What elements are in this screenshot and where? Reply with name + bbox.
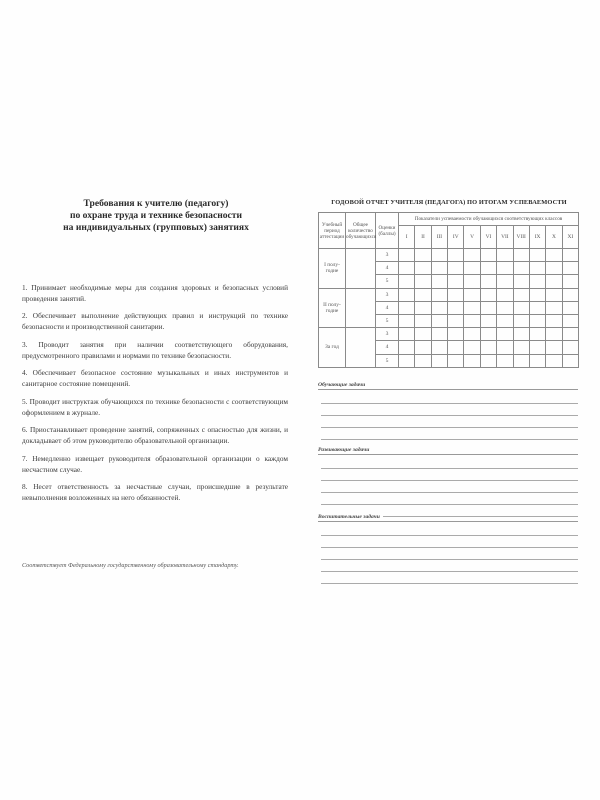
- indicator-cell[interactable]: [431, 328, 447, 341]
- indicator-cell[interactable]: [399, 275, 415, 288]
- write-line[interactable]: [321, 548, 578, 560]
- task-heading: [318, 514, 578, 524]
- indicator-cell[interactable]: [562, 328, 578, 341]
- task-label: Развивающие задачи: [318, 447, 372, 453]
- indicator-cell[interactable]: [497, 275, 513, 288]
- title-line: Требования к учителю (педагогу): [83, 198, 229, 209]
- rule-item: 8. Несет ответственность за несчастные случаи, происшедшие в результате невыполнения возложенных на него обязанностей.: [22, 482, 288, 502]
- indicator-cell[interactable]: [497, 328, 513, 341]
- indicator-cell[interactable]: [415, 301, 431, 314]
- total-students-cell[interactable]: [346, 288, 376, 328]
- indicator-cell[interactable]: [546, 288, 562, 301]
- indicator-cell[interactable]: [415, 275, 431, 288]
- indicator-cell[interactable]: [497, 314, 513, 327]
- indicator-cell[interactable]: [448, 288, 464, 301]
- class-header: X: [546, 226, 562, 249]
- write-line[interactable]: [321, 493, 578, 505]
- indicator-cell[interactable]: [399, 354, 415, 367]
- indicator-cell[interactable]: [415, 288, 431, 301]
- grade-cell: 4: [376, 341, 399, 354]
- table-row: [319, 249, 579, 262]
- class-header: IV: [448, 226, 464, 249]
- task-label: Обучающие задачи: [318, 382, 368, 388]
- indicator-cell[interactable]: [399, 314, 415, 327]
- indicator-cell[interactable]: [399, 301, 415, 314]
- indicator-cell[interactable]: [513, 354, 529, 367]
- rule-item: 6. Приостанавливает проведение занятий, сопряженных с опасностью для жизни, и докладывает об этом руководителю образовательной организации.: [22, 425, 288, 446]
- total-students-cell[interactable]: [346, 249, 376, 289]
- indicator-cell[interactable]: [497, 262, 513, 275]
- indicator-cell[interactable]: [513, 314, 529, 327]
- indicator-cell[interactable]: [415, 314, 431, 327]
- indicator-cell[interactable]: [415, 341, 431, 354]
- indicator-cell[interactable]: [529, 354, 545, 367]
- indicator-cell[interactable]: [562, 288, 578, 301]
- write-line[interactable]: [321, 392, 578, 404]
- write-line[interactable]: [318, 389, 578, 390]
- grade-cell: 3: [376, 288, 399, 301]
- indicator-cell[interactable]: [464, 301, 480, 314]
- standard-compliance-note: Соответствует Федеральному государственному образовательному стандарту.: [22, 562, 239, 569]
- indicator-cell[interactable]: [497, 249, 513, 262]
- performance-table: [318, 212, 579, 368]
- indicator-cell[interactable]: [562, 314, 578, 327]
- grade-cell: 4: [376, 301, 399, 314]
- indicator-cell[interactable]: [546, 341, 562, 354]
- header-total-students: Общее количество обучающихся: [346, 213, 376, 249]
- title-line: на индивидуальных (групповых) занятиях: [63, 222, 249, 233]
- write-line[interactable]: [321, 457, 578, 469]
- indicator-cell[interactable]: [562, 262, 578, 275]
- period-cell: II полу-годие: [319, 288, 346, 328]
- indicator-cell[interactable]: [562, 301, 578, 314]
- header-period: Учебный период аттестации: [319, 213, 346, 249]
- indicator-cell[interactable]: [480, 301, 496, 314]
- write-line[interactable]: [321, 469, 578, 481]
- rule-item: 5. Проводит инструктаж обучающихся по технике безопасности с соответствующим оформлением в журнале.: [22, 396, 288, 417]
- class-header: VIII: [513, 226, 529, 249]
- indicator-cell[interactable]: [448, 341, 464, 354]
- write-line[interactable]: [318, 521, 578, 522]
- rule-item: 2. Обеспечивает выполнение действующих правил и инструкций по технике безопасности и производственной санитарии.: [22, 311, 288, 332]
- grade-cell: 4: [376, 262, 399, 275]
- period-cell: За год: [319, 328, 346, 368]
- indicator-cell[interactable]: [513, 275, 529, 288]
- indicator-cell[interactable]: [431, 275, 447, 288]
- indicator-cell[interactable]: [546, 249, 562, 262]
- indicator-cell[interactable]: [431, 314, 447, 327]
- indicator-cell[interactable]: [415, 249, 431, 262]
- indicator-cell[interactable]: [415, 328, 431, 341]
- indicator-cell[interactable]: [497, 288, 513, 301]
- indicator-cell[interactable]: [497, 354, 513, 367]
- indicator-cell[interactable]: [480, 354, 496, 367]
- title-line: по охране труда и технике безопасности: [69, 210, 243, 221]
- write-line[interactable]: [321, 572, 578, 584]
- indicator-cell[interactable]: [562, 249, 578, 262]
- indicator-cell[interactable]: [480, 314, 496, 327]
- indicator-cell[interactable]: [513, 301, 529, 314]
- indicator-cell[interactable]: [399, 288, 415, 301]
- class-header: I: [399, 226, 415, 249]
- task-heading: [318, 382, 578, 392]
- indicator-cell[interactable]: [399, 249, 415, 262]
- table-row: [319, 328, 579, 341]
- class-header: V: [464, 226, 480, 249]
- rule-item: 7. Немедленно извещает руководителя образовательной организации о каждом несчастном случае.: [22, 453, 288, 474]
- indicator-cell[interactable]: [497, 341, 513, 354]
- write-line[interactable]: [321, 481, 578, 493]
- class-header: II: [415, 226, 431, 249]
- class-header: XI: [562, 226, 578, 249]
- write-line[interactable]: [321, 524, 578, 536]
- indicator-cell[interactable]: [464, 262, 480, 275]
- indicator-cell[interactable]: [529, 262, 545, 275]
- grade-cell: 5: [376, 314, 399, 327]
- indicator-cell[interactable]: [546, 275, 562, 288]
- indicator-cell[interactable]: [513, 328, 529, 341]
- indicator-cell[interactable]: [513, 249, 529, 262]
- indicator-cell[interactable]: [399, 328, 415, 341]
- indicator-cell[interactable]: [464, 328, 480, 341]
- indicator-cell[interactable]: [562, 275, 578, 288]
- indicator-cell[interactable]: [431, 288, 447, 301]
- indicator-cell[interactable]: [480, 262, 496, 275]
- indicator-cell[interactable]: [480, 341, 496, 354]
- indicator-cell[interactable]: [480, 288, 496, 301]
- task-heading: [318, 447, 578, 457]
- indicator-cell[interactable]: [431, 354, 447, 367]
- task-label: Воспитательные задачи: [318, 514, 383, 520]
- indicator-cell[interactable]: [529, 341, 545, 354]
- class-header: IX: [529, 226, 545, 249]
- period-cell: I полу-годие: [319, 249, 346, 289]
- indicator-cell[interactable]: [448, 262, 464, 275]
- indicator-cell[interactable]: [464, 314, 480, 327]
- indicator-cell[interactable]: [546, 262, 562, 275]
- class-header: VII: [497, 226, 513, 249]
- indicator-cell[interactable]: [448, 354, 464, 367]
- report-title: ГОДОВОЙ ОТЧЕТ УЧИТЕЛЯ (ПЕДАГОГА) ПО ИТОГАМ УСПЕВАЕМОСТИ: [331, 199, 567, 206]
- write-line[interactable]: [321, 560, 578, 572]
- indicator-cell[interactable]: [464, 354, 480, 367]
- indicator-cell[interactable]: [431, 341, 447, 354]
- indicator-cell[interactable]: [529, 275, 545, 288]
- indicator-cell[interactable]: [529, 249, 545, 262]
- indicator-cell[interactable]: [546, 354, 562, 367]
- indicator-cell[interactable]: [448, 328, 464, 341]
- grade-cell: 5: [376, 354, 399, 367]
- indicator-cell[interactable]: [562, 354, 578, 367]
- indicator-cell[interactable]: [464, 275, 480, 288]
- indicator-cell[interactable]: [546, 314, 562, 327]
- header-grade: Оценки (баллы): [376, 213, 399, 249]
- teaching-tasks-section: [318, 382, 578, 440]
- indicator-cell[interactable]: [464, 288, 480, 301]
- rule-item: 1. Принимает необходимые меры для создания здоровых и безопасных условий проведения занятий.: [22, 283, 288, 303]
- table-row: [319, 288, 579, 301]
- rule-item: 4. Обеспечивает безопасное состояние музыкальных и иных инструментов и санитарное состояние помещений.: [22, 368, 288, 389]
- indicator-cell[interactable]: [546, 328, 562, 341]
- educational-tasks-section: [318, 514, 578, 584]
- grade-cell: 3: [376, 249, 399, 262]
- indicator-cell[interactable]: [464, 341, 480, 354]
- grade-cell: 5: [376, 275, 399, 288]
- write-line[interactable]: [318, 454, 578, 455]
- indicator-cell[interactable]: [480, 328, 496, 341]
- class-header: III: [431, 226, 447, 249]
- total-students-cell[interactable]: [346, 328, 376, 368]
- indicator-cell[interactable]: [431, 262, 447, 275]
- indicator-cell[interactable]: [431, 301, 447, 314]
- indicator-cell[interactable]: [431, 249, 447, 262]
- grade-cell: 3: [376, 328, 399, 341]
- indicator-cell[interactable]: [513, 262, 529, 275]
- indicator-cell[interactable]: [513, 288, 529, 301]
- indicator-cell[interactable]: [415, 354, 431, 367]
- write-line[interactable]: [321, 404, 578, 416]
- developing-tasks-section: [318, 447, 578, 517]
- indicator-cell[interactable]: [448, 275, 464, 288]
- indicator-cell[interactable]: [529, 301, 545, 314]
- indicator-cell[interactable]: [562, 341, 578, 354]
- indicator-cell[interactable]: [546, 301, 562, 314]
- indicator-cell[interactable]: [480, 275, 496, 288]
- indicator-cell[interactable]: [448, 249, 464, 262]
- indicator-cell[interactable]: [448, 301, 464, 314]
- indicator-cell[interactable]: [529, 328, 545, 341]
- class-header: VI: [480, 226, 496, 249]
- write-line[interactable]: [321, 428, 578, 440]
- indicator-cell[interactable]: [399, 262, 415, 275]
- indicator-cell[interactable]: [480, 249, 496, 262]
- indicator-cell[interactable]: [529, 314, 545, 327]
- write-line[interactable]: [321, 536, 578, 548]
- indicator-cell[interactable]: [464, 249, 480, 262]
- indicator-cell[interactable]: [529, 288, 545, 301]
- indicator-cell[interactable]: [415, 262, 431, 275]
- indicator-cell[interactable]: [497, 301, 513, 314]
- indicator-cell[interactable]: [399, 341, 415, 354]
- indicator-cell[interactable]: [448, 314, 464, 327]
- write-line[interactable]: [321, 416, 578, 428]
- rule-item: 3. Проводит занятия при наличии соответствующего оборудования, предусмотренного правилами и нормами по технике безопасности.: [22, 339, 288, 360]
- indicator-cell[interactable]: [513, 341, 529, 354]
- header-indicators: Показатели успеваемости обучающихся соответствующих классов: [399, 213, 579, 226]
